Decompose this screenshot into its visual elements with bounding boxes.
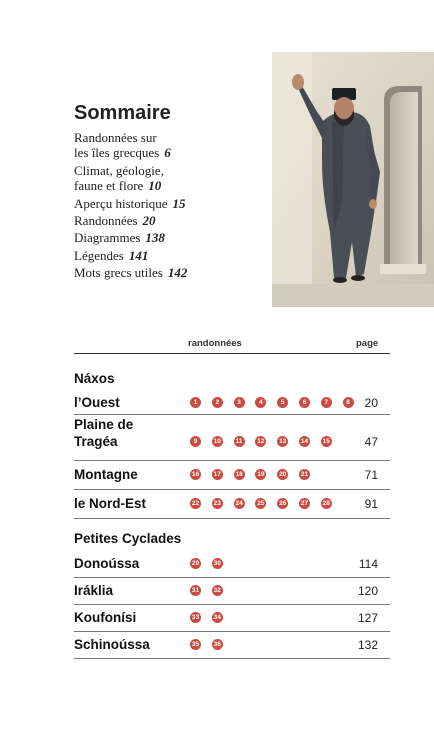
toc-entry-label: les îles grecques bbox=[74, 145, 160, 161]
walk-number-badge: 7 bbox=[321, 397, 332, 408]
table-of-contents bbox=[74, 130, 264, 283]
toc-entry-label: Climat, géologie, bbox=[74, 162, 164, 178]
row-rule bbox=[74, 414, 390, 415]
walk-number-badge: 11 bbox=[234, 436, 245, 447]
walk-number-badge: 30 bbox=[213, 560, 221, 567]
walk-number-badge: 3 bbox=[234, 397, 245, 408]
toc-entry-label: Diagrammes bbox=[74, 230, 141, 246]
toc-entry-label: Randonnées bbox=[74, 213, 138, 229]
walk-number-badge: 9 bbox=[190, 436, 201, 447]
walk-number-badge: 31 bbox=[191, 587, 200, 594]
toc-entry bbox=[74, 230, 264, 245]
row-name bbox=[74, 555, 139, 572]
toc-entry bbox=[74, 130, 264, 161]
toc-entry-page: 142 bbox=[167, 265, 188, 281]
row-name-line: le Nord-Est bbox=[74, 496, 147, 511]
column-header-page: page bbox=[356, 338, 379, 349]
walk-number-badge: 36 bbox=[213, 641, 221, 648]
row-name-line: Tragéa bbox=[74, 434, 118, 449]
row-page: 47 bbox=[364, 434, 378, 449]
walk-number-badge: 32 bbox=[213, 587, 221, 594]
row-name bbox=[74, 636, 150, 653]
row-rule bbox=[74, 604, 390, 605]
row-rule bbox=[74, 518, 390, 519]
toc-entry-label: Légendes bbox=[74, 247, 124, 263]
column-header-walks: randonnées bbox=[188, 338, 242, 349]
walk-number-badge: 22 bbox=[191, 500, 200, 507]
row-name-line: Koufonísi bbox=[74, 610, 137, 625]
toc-entry-page: 15 bbox=[172, 195, 186, 211]
header-rule bbox=[74, 353, 390, 354]
walk-number-badge: 15 bbox=[322, 438, 330, 445]
toc-entry-label: Mots grecs utiles bbox=[74, 265, 163, 281]
toc-entry-page: 6 bbox=[164, 145, 171, 161]
toc-entry-page: 10 bbox=[148, 178, 162, 194]
walk-number-badge: 10 bbox=[213, 438, 221, 445]
row-rule bbox=[74, 658, 390, 659]
walk-number-badge: 5 bbox=[277, 397, 288, 408]
row-name bbox=[74, 582, 113, 599]
walk-number-badge: 2 bbox=[212, 397, 223, 408]
toc-entry-label: Randonnées sur bbox=[74, 130, 157, 145]
row-name bbox=[74, 394, 120, 411]
walk-number-badge: 27 bbox=[300, 500, 309, 507]
row-name-line: l’Ouest bbox=[74, 395, 120, 410]
row-name bbox=[74, 466, 138, 483]
walk-number-badge: 35 bbox=[191, 641, 200, 648]
toc-entry bbox=[74, 196, 264, 211]
walk-number-badge: 17 bbox=[213, 471, 221, 478]
walk-number-badge: 33 bbox=[191, 614, 200, 621]
toc-entry-label: faune et flore bbox=[74, 178, 144, 194]
walk-number-badge: 29 bbox=[191, 560, 200, 567]
walk-number-badge: 18 bbox=[235, 471, 243, 478]
toc-entry bbox=[74, 248, 264, 263]
walk-number-badge: 14 bbox=[300, 438, 309, 445]
row-name-line: Schinoússa bbox=[74, 637, 150, 652]
walk-number-badge: 13 bbox=[279, 438, 287, 445]
row-rule bbox=[74, 489, 390, 490]
row-name-line: Iráklia bbox=[74, 583, 114, 598]
walk-number-badge: 20 bbox=[279, 471, 287, 478]
walk-number-badge: 23 bbox=[213, 500, 221, 507]
toc-entry-page: 20 bbox=[142, 213, 156, 229]
walk-number-badge: 21 bbox=[300, 471, 309, 478]
walk-number-badge: 1 bbox=[190, 397, 201, 408]
toc-entry bbox=[74, 213, 264, 228]
toc-entry-page: 141 bbox=[128, 247, 149, 263]
walk-number-badge: 24 bbox=[235, 500, 243, 507]
row-name bbox=[74, 495, 146, 512]
row-page: 132 bbox=[357, 637, 378, 652]
walk-number-badge: 19 bbox=[257, 471, 265, 478]
priest-photo bbox=[272, 52, 434, 307]
walk-number-badge: 6 bbox=[299, 397, 310, 408]
row-name bbox=[74, 416, 133, 450]
walk-number-badge: 25 bbox=[257, 500, 265, 507]
row-rule bbox=[74, 460, 390, 461]
row-page: 20 bbox=[364, 395, 378, 410]
walk-number-badge: 4 bbox=[255, 397, 266, 408]
row-name-line: Montagne bbox=[74, 467, 138, 482]
section-title: Náxos bbox=[74, 371, 115, 386]
row-name-line: Donoússa bbox=[74, 556, 140, 571]
row-page: 71 bbox=[364, 467, 378, 482]
walk-number-badge: 34 bbox=[213, 614, 221, 621]
walk-number-badge: 28 bbox=[322, 500, 330, 507]
row-page: 91 bbox=[364, 496, 378, 511]
section-title: Petites Cyclades bbox=[74, 531, 182, 546]
row-page: 127 bbox=[357, 610, 378, 625]
row-name bbox=[74, 609, 136, 626]
walk-number-badge: 8 bbox=[343, 397, 354, 408]
row-rule bbox=[74, 631, 390, 632]
row-name-line: Plaine de bbox=[74, 417, 134, 432]
row-rule bbox=[74, 577, 390, 578]
toc-entry bbox=[74, 265, 264, 280]
page-title: Sommaire bbox=[74, 102, 171, 124]
toc-entry-page: 138 bbox=[145, 230, 165, 246]
toc-entry bbox=[74, 163, 264, 194]
row-page: 114 bbox=[358, 556, 378, 571]
walk-number-badge: 16 bbox=[191, 471, 200, 478]
row-page: 120 bbox=[357, 583, 378, 598]
walk-number-badge: 12 bbox=[257, 438, 265, 445]
toc-entry-label: Aperçu historique bbox=[74, 195, 168, 211]
walk-number-badge: 26 bbox=[279, 500, 287, 507]
